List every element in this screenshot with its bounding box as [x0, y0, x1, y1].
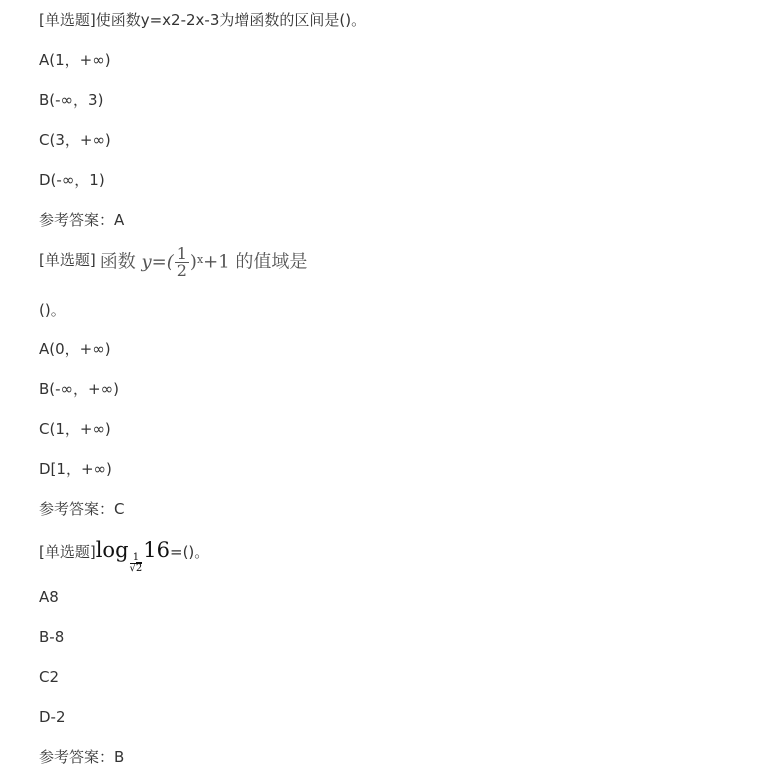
formula-close-paren: ) — [189, 251, 197, 273]
option-c: C(3，+∞) — [39, 131, 111, 149]
log-expression — [95, 538, 171, 574]
option-b: B(-∞，3) — [39, 91, 104, 109]
question-type-tag: [单选题] — [39, 11, 96, 29]
option-d: D[1，+∞) — [39, 460, 112, 478]
option-d: D-2 — [39, 708, 66, 726]
formula-exponent: x — [196, 253, 204, 266]
fraction — [175, 246, 189, 279]
fraction-denominator: 2 — [176, 261, 187, 280]
formula-prefix: 函数 — [99, 251, 142, 273]
log-word: log — [95, 538, 129, 562]
option-c: C(1，+∞) — [39, 420, 111, 438]
option-b: B(-∞，+∞) — [39, 380, 119, 398]
formula-y: y=( — [141, 251, 174, 273]
option-a: A(0，+∞) — [39, 340, 111, 358]
reference-answer: 参考答案：A — [39, 211, 125, 229]
question-type-tag: [单选题] — [39, 543, 96, 561]
option-a: A(1，+∞) — [39, 51, 111, 69]
log-argument: 16 — [143, 538, 171, 562]
option-c: C2 — [39, 668, 60, 686]
question-type-tag: [单选题] — [39, 251, 96, 269]
option-a: A8 — [39, 588, 59, 606]
fraction-numerator: 1 — [176, 244, 187, 263]
option-b: B-8 — [39, 628, 65, 646]
question-2-stem-tail: ()。 — [39, 301, 66, 319]
reference-answer: 参考答案：C — [39, 500, 125, 518]
reference-answer: 参考答案：B — [39, 748, 125, 766]
question-text: 使函数y=x2-2x-3为增函数的区间是()。 — [95, 11, 367, 29]
log-base-radicand: 2 — [135, 563, 143, 574]
formula-image — [100, 246, 308, 279]
question-text: =()。 — [170, 543, 210, 561]
formula-suffix: +1 的值域是 — [203, 251, 308, 273]
question-2-stem — [39, 244, 308, 280]
log-base-denominator: √2 — [129, 563, 143, 574]
log-base-numerator: 1 — [130, 553, 143, 564]
option-d: D(-∞，1) — [39, 171, 105, 189]
question-3-stem — [39, 540, 209, 574]
question-1-stem — [39, 10, 366, 30]
log-base — [130, 553, 143, 574]
